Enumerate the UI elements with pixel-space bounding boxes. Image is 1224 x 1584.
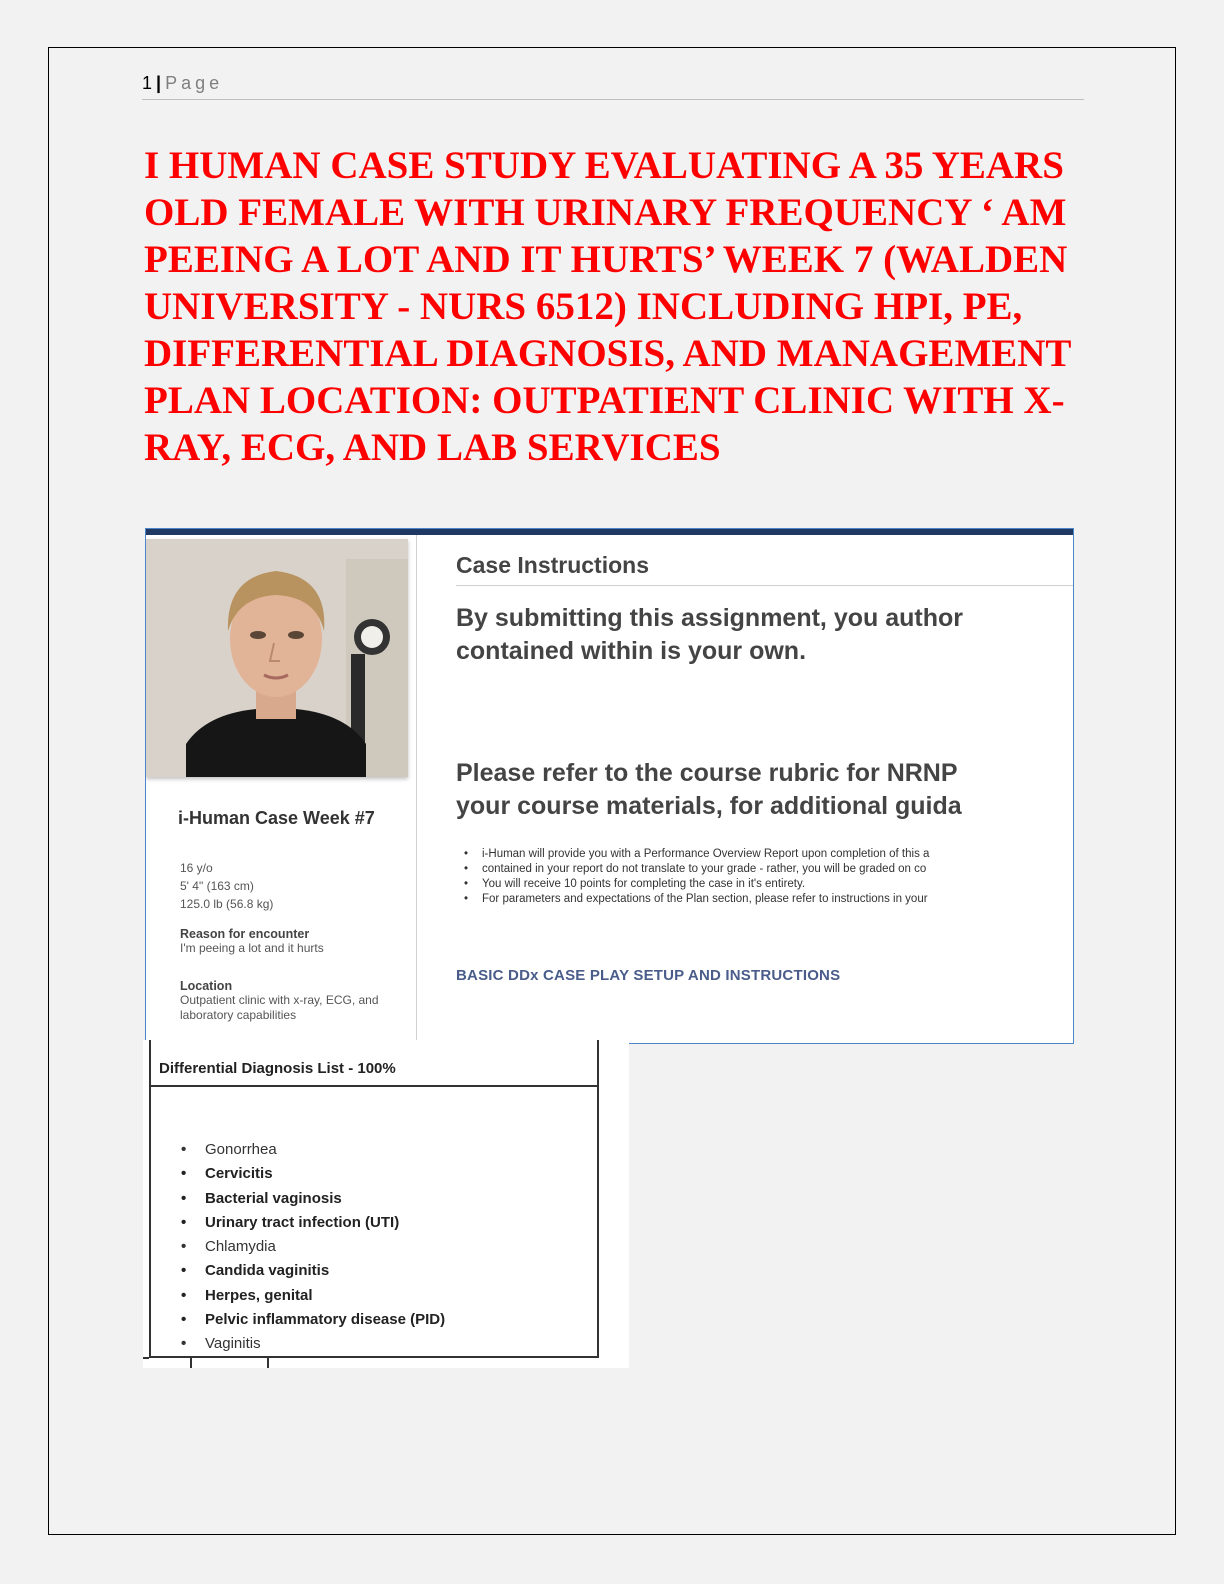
ddx-screenshot (143, 1040, 629, 1368)
ddx-item: • Gonorrhea (181, 1138, 445, 1162)
ddx-list (181, 1138, 445, 1357)
ddx-item: • Cervicitis (181, 1162, 445, 1186)
patient-age: 16 y/o (180, 861, 213, 875)
table-rule (143, 1357, 149, 1359)
patient-stats (180, 859, 273, 913)
instructions-bullet: • For parameters and expectations of the Plan section, please refer to instructions in your (476, 892, 1074, 907)
case-name: i-Human Case Week #7 (178, 808, 375, 828)
instructions-panel (456, 535, 1074, 1044)
instructions-bullets (476, 847, 1074, 907)
ddx-item: • Candida vaginitis (181, 1259, 445, 1283)
page-word: Page (165, 73, 224, 93)
ddx-item: • Vaginitis (181, 1332, 445, 1356)
reason-label: Reason for encounter (180, 927, 310, 941)
page-separator: | (156, 73, 162, 93)
patient-card (146, 535, 417, 1044)
instructions-bullet: • You will receive 10 points for completing the case in it's entirety. (476, 877, 1074, 892)
ddx-item: • Urinary tract infection (UTI) (181, 1211, 445, 1235)
ddx-item: • Pelvic inflammatory disease (PID) (181, 1308, 445, 1332)
instructions-heading: Case Instructions (456, 552, 1074, 586)
reason-for-encounter (180, 927, 400, 956)
patient-height: 5' 4" (163 cm) (180, 879, 254, 893)
ddx-item: • Herpes, genital (181, 1284, 445, 1308)
instructions-bullet-continuation: • contained in your report do not translate to your grade - rather, you will be graded on co (476, 862, 1074, 877)
page-header (142, 73, 1084, 100)
patient-avatar-illustration (146, 539, 408, 777)
location-value: Outpatient clinic with x-ray, ECG, and laboratory capabilities (180, 993, 379, 1022)
table-divider (190, 1358, 192, 1368)
location (180, 979, 405, 1023)
ddx-item: • Chlamydia (181, 1235, 445, 1259)
location-label: Location (180, 979, 233, 993)
setup-instructions-link[interactable]: BASIC DDx CASE PLAY SETUP AND INSTRUCTIONS (456, 967, 841, 984)
reason-value: I'm peeing a lot and it hurts (180, 941, 324, 955)
instructions-para2-line1: Please refer to the course rubric for NRNP (456, 759, 958, 787)
instructions-para1-line1: By submitting this assignment, you author (456, 604, 963, 632)
instructions-bullet: • i-Human will provide you with a Performance Overview Report upon completion of this a (476, 847, 1074, 862)
patient-avatar (146, 539, 408, 777)
page-number: 1 (142, 73, 153, 93)
case-instructions-screenshot (145, 528, 1074, 1044)
ddx-header: Differential Diagnosis List - 100% (151, 1040, 597, 1087)
ddx-item: • Bacterial vaginosis (181, 1187, 445, 1211)
instructions-para1-line2: contained within is your own. (456, 637, 807, 665)
table-divider (267, 1358, 269, 1368)
document-title: I HUMAN CASE STUDY EVALUATING A 35 YEARS OLD FEMALE WITH URINARY FREQUENCY ‘ AM PEEING A LOT AND IT HURTS’ WEEK 7 (WALDEN UNIVERSITY - NURS 6512) INCLUDING HPI, PE, DIFFERENTIAL DIAGNOSIS, AND MANAGEMENT PLAN LOCATION: OUTPATIENT CLINIC WITH X-RAY, ECG, AND LAB SERVICES (144, 144, 1071, 469)
patient-weight: 125.0 lb (56.8 kg) (180, 897, 274, 911)
ddx-table (149, 1040, 599, 1358)
instructions-para2-line2: your course materials, for additional guida (456, 792, 962, 820)
